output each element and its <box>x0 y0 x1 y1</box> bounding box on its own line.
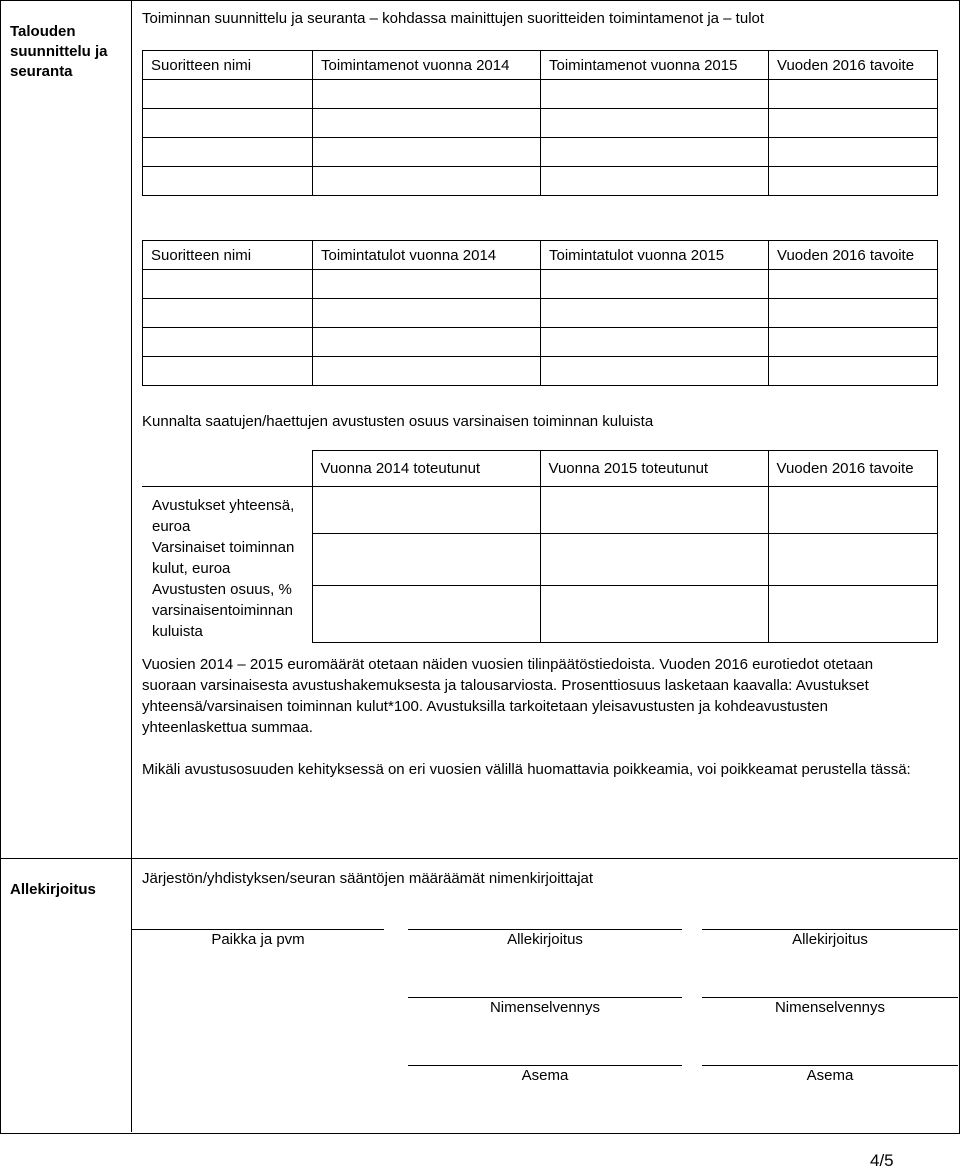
table-row <box>143 357 938 386</box>
input-cell[interactable] <box>143 80 313 109</box>
empty-corner-cell <box>142 451 312 487</box>
input-cell[interactable] <box>541 80 769 109</box>
row-label-line: Avustusten osuus, % <box>152 581 292 598</box>
note-line: yhteensä/varsinaisen toiminnan kulut*100. Avustuksilla tarkoitetaan yleisavustusten ja kohdeavustusten <box>142 698 828 715</box>
column-header: Toimintamenot vuonna 2014 <box>313 51 541 80</box>
place-date-label: Paikka ja pvm <box>211 931 305 948</box>
input-cell[interactable] <box>312 533 540 586</box>
table-row <box>143 109 938 138</box>
income-table <box>142 240 938 386</box>
input-cell[interactable] <box>143 357 313 386</box>
row-label-line: varsinaisentoiminnan <box>152 602 293 619</box>
subsidy-title: Kunnalta saatujen/haettujen avustusten osuus varsinaisen toiminnan kuluista <box>142 413 654 430</box>
input-cell[interactable] <box>313 299 541 328</box>
table-row <box>143 270 938 299</box>
column-header: Suoritteen nimi <box>143 51 313 80</box>
place-date-line[interactable] <box>132 929 384 930</box>
finance-section-label: Talouden suunnittelu ja seuranta <box>10 23 108 80</box>
input-cell[interactable] <box>540 586 768 642</box>
column-header: Toimintatulot vuonna 2015 <box>541 241 769 270</box>
input-cell[interactable] <box>769 299 938 328</box>
input-cell[interactable] <box>769 109 938 138</box>
deviation-text-area[interactable] <box>142 790 942 850</box>
input-cell[interactable] <box>143 328 313 357</box>
section-divider <box>0 858 958 859</box>
subsidy-note <box>142 654 952 738</box>
deviation-prompt: Mikäli avustusosuuden kehityksessä on eri vuosien välillä huomattavia poikkeamia, voi poikkeamat perustella tässä: <box>142 761 911 778</box>
input-cell[interactable] <box>313 167 541 196</box>
input-cell[interactable] <box>541 357 769 386</box>
input-cell[interactable] <box>540 533 768 586</box>
row-label-line: Avustukset yhteensä, <box>152 497 295 514</box>
table-row <box>143 299 938 328</box>
input-cell[interactable] <box>143 138 313 167</box>
input-cell[interactable] <box>541 167 769 196</box>
input-cell[interactable] <box>313 109 541 138</box>
column-header: Vuoden 2016 tavoite <box>769 51 938 80</box>
input-cell[interactable] <box>769 138 938 167</box>
expenses-table <box>142 50 938 196</box>
table-header-row <box>142 451 937 487</box>
column-header: Vuoden 2016 tavoite <box>768 451 937 487</box>
input-cell[interactable] <box>143 109 313 138</box>
name-line-1[interactable] <box>408 997 682 998</box>
column-header: Toimintatulot vuonna 2014 <box>313 241 541 270</box>
position-line-1[interactable] <box>408 1065 682 1066</box>
signature-line-1[interactable] <box>408 929 682 930</box>
input-cell[interactable] <box>768 487 937 534</box>
table-row <box>142 487 937 534</box>
row-label-line: euroa <box>152 518 191 535</box>
signature-label-1: Allekirjoitus <box>507 931 583 948</box>
signature-line-2[interactable] <box>702 929 958 930</box>
position-label-1: Asema <box>521 1067 569 1084</box>
row-label-line: kuluista <box>152 623 203 640</box>
input-cell[interactable] <box>769 167 938 196</box>
note-line: Vuosien 2014 – 2015 euromäärät otetaan näiden vuosien tilinpäätöstiedoista. Vuoden 2016 eurotiedot otetaan <box>142 656 874 673</box>
input-cell[interactable] <box>312 487 540 534</box>
input-cell[interactable] <box>143 167 313 196</box>
input-cell[interactable] <box>313 357 541 386</box>
column-header: Suoritteen nimi <box>143 241 313 270</box>
name-line-2[interactable] <box>702 997 958 998</box>
input-cell[interactable] <box>313 80 541 109</box>
signatories-heading: Järjestön/yhdistyksen/seuran sääntöjen määräämät nimenkirjoittajat <box>142 870 594 887</box>
note-line: suoraan varsinaisesta avustushakemuksesta ja talousarviosta. Prosenttiosuus lasketaan kaavalla: Avustukset <box>142 677 869 694</box>
input-cell[interactable] <box>143 299 313 328</box>
subsidy-table <box>142 450 938 643</box>
signature-label-2: Allekirjoitus <box>792 931 868 948</box>
activities-title: Toiminnan suunnittelu ja seuranta – kohdassa mainittujen suoritteiden toimintamenot ja – tulot <box>142 10 765 27</box>
input-cell[interactable] <box>768 586 937 642</box>
input-cell[interactable] <box>143 270 313 299</box>
position-line-2[interactable] <box>702 1065 958 1066</box>
input-cell[interactable] <box>313 328 541 357</box>
input-cell[interactable] <box>769 80 938 109</box>
signature-section-label: Allekirjoitus <box>10 881 96 898</box>
table-header-row <box>143 241 938 270</box>
input-cell[interactable] <box>541 109 769 138</box>
position-label-2: Asema <box>806 1067 854 1084</box>
table-header-row <box>143 51 938 80</box>
input-cell[interactable] <box>540 487 768 534</box>
table-row <box>143 167 938 196</box>
column-header: Vuoden 2016 tavoite <box>769 241 938 270</box>
input-cell[interactable] <box>541 328 769 357</box>
column-header: Vuonna 2014 toteutunut <box>312 451 540 487</box>
input-cell[interactable] <box>541 299 769 328</box>
input-cell[interactable] <box>313 138 541 167</box>
table-row <box>143 80 938 109</box>
page-number: 4/5 <box>870 1151 894 1170</box>
input-cell[interactable] <box>769 270 938 299</box>
input-cell[interactable] <box>769 328 938 357</box>
name-clarification-label-2: Nimenselvennys <box>774 999 886 1016</box>
input-cell[interactable] <box>768 533 937 586</box>
note-line: yhteenlaskettua summaa. <box>142 719 313 736</box>
table-row <box>143 328 938 357</box>
name-clarification-label-1: Nimenselvennys <box>489 999 601 1016</box>
row-labels <box>142 487 312 643</box>
input-cell[interactable] <box>313 270 541 299</box>
table-row <box>143 138 938 167</box>
input-cell[interactable] <box>541 270 769 299</box>
row-label-line: kulut, euroa <box>152 560 231 577</box>
column-header: Vuonna 2015 toteutunut <box>540 451 768 487</box>
column-divider <box>131 0 132 1132</box>
column-header: Toimintamenot vuonna 2015 <box>541 51 769 80</box>
input-cell[interactable] <box>312 586 540 642</box>
row-label-line: Varsinaiset toiminnan <box>152 539 295 556</box>
input-cell[interactable] <box>541 138 769 167</box>
input-cell[interactable] <box>769 357 938 386</box>
